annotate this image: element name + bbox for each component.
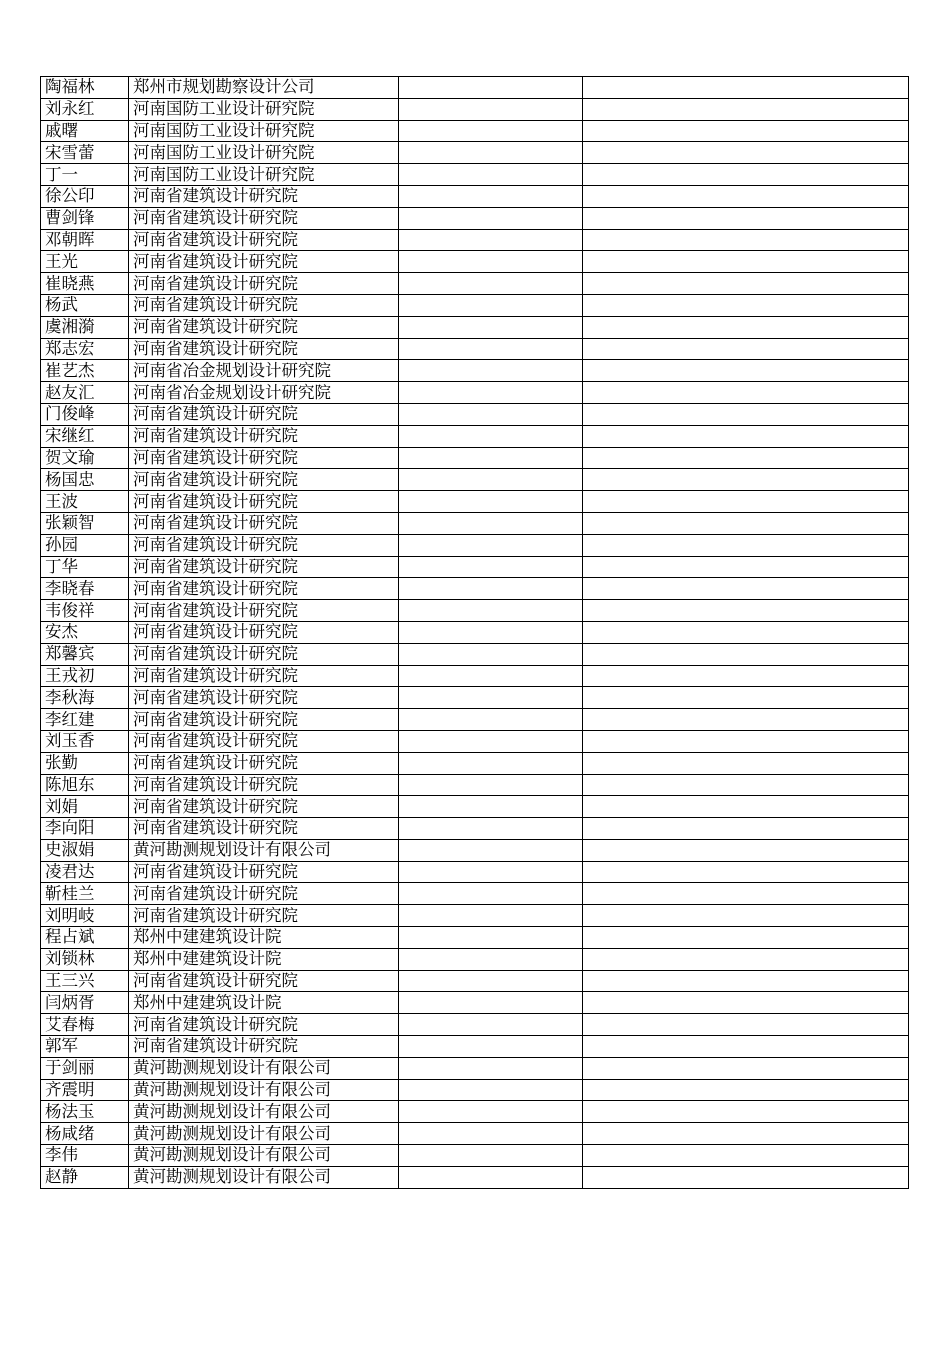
name-cell: 虞湘漪 (41, 316, 129, 338)
organization-cell: 河南省建筑设计研究院 (129, 687, 399, 709)
empty-cell-3 (399, 491, 583, 513)
organization-cell: 河南省建筑设计研究院 (129, 774, 399, 796)
empty-cell-4 (583, 839, 909, 861)
name-cell: 李向阳 (41, 818, 129, 840)
empty-cell-4 (583, 1079, 909, 1101)
name-cell: 丁一 (41, 164, 129, 186)
organization-cell: 河南省建筑设计研究院 (129, 752, 399, 774)
empty-cell-4 (583, 796, 909, 818)
table-row (41, 578, 909, 600)
empty-cell-4 (583, 970, 909, 992)
empty-cell-3 (399, 970, 583, 992)
empty-cell-3 (399, 425, 583, 447)
table-row (41, 927, 909, 949)
table-row (41, 1166, 909, 1188)
organization-cell: 黄河勘测规划设计有限公司 (129, 1101, 399, 1123)
empty-cell-3 (399, 120, 583, 142)
table-row (41, 621, 909, 643)
name-cell: 刘明岐 (41, 905, 129, 927)
empty-cell-4 (583, 709, 909, 731)
name-cell: 张勤 (41, 752, 129, 774)
empty-cell-3 (399, 382, 583, 404)
name-cell: 孙园 (41, 534, 129, 556)
empty-cell-4 (583, 185, 909, 207)
table-row (41, 992, 909, 1014)
name-cell: 王光 (41, 251, 129, 273)
table-row (41, 142, 909, 164)
organization-cell: 河南省建筑设计研究院 (129, 643, 399, 665)
organization-cell: 河南国防工业设计研究院 (129, 120, 399, 142)
empty-cell-4 (583, 621, 909, 643)
name-cell: 闫炳胥 (41, 992, 129, 1014)
name-cell: 刘玉香 (41, 730, 129, 752)
table-row (41, 185, 909, 207)
table-row (41, 883, 909, 905)
organization-cell: 河南省建筑设计研究院 (129, 621, 399, 643)
empty-cell-4 (583, 360, 909, 382)
empty-cell-3 (399, 229, 583, 251)
organization-cell: 河南省建筑设计研究院 (129, 883, 399, 905)
name-cell: 程占斌 (41, 927, 129, 949)
organization-cell: 河南省建筑设计研究院 (129, 447, 399, 469)
organization-cell: 河南省建筑设计研究院 (129, 229, 399, 251)
table-row (41, 403, 909, 425)
name-cell: 曹剑锋 (41, 207, 129, 229)
organization-cell: 河南省建筑设计研究院 (129, 273, 399, 295)
empty-cell-3 (399, 730, 583, 752)
organization-cell: 河南省建筑设计研究院 (129, 338, 399, 360)
table-row (41, 665, 909, 687)
organization-cell: 河南省建筑设计研究院 (129, 796, 399, 818)
empty-cell-4 (583, 1014, 909, 1036)
empty-cell-3 (399, 164, 583, 186)
empty-cell-3 (399, 251, 583, 273)
name-cell: 杨武 (41, 294, 129, 316)
empty-cell-4 (583, 927, 909, 949)
organization-cell: 河南省冶金规划设计研究院 (129, 360, 399, 382)
table-row (41, 164, 909, 186)
table-row (41, 818, 909, 840)
name-cell: 王戎初 (41, 665, 129, 687)
organization-cell: 河南省建筑设计研究院 (129, 1036, 399, 1058)
table-row (41, 1036, 909, 1058)
organization-cell: 河南省建筑设计研究院 (129, 818, 399, 840)
empty-cell-4 (583, 425, 909, 447)
empty-cell-4 (583, 600, 909, 622)
empty-cell-3 (399, 142, 583, 164)
empty-cell-4 (583, 207, 909, 229)
organization-cell: 河南省建筑设计研究院 (129, 600, 399, 622)
name-cell: 李红建 (41, 709, 129, 731)
empty-cell-3 (399, 818, 583, 840)
table-row (41, 229, 909, 251)
table-row (41, 861, 909, 883)
empty-cell-3 (399, 861, 583, 883)
name-cell: 赵友汇 (41, 382, 129, 404)
empty-cell-4 (583, 774, 909, 796)
name-cell: 靳桂兰 (41, 883, 129, 905)
table-row (41, 839, 909, 861)
table-row (41, 360, 909, 382)
name-cell: 崔晓燕 (41, 273, 129, 295)
empty-cell-3 (399, 621, 583, 643)
empty-cell-4 (583, 534, 909, 556)
empty-cell-4 (583, 1057, 909, 1079)
organization-cell: 黄河勘测规划设计有限公司 (129, 839, 399, 861)
table-row (41, 382, 909, 404)
name-cell: 刘锁林 (41, 948, 129, 970)
organization-cell: 黄河勘测规划设计有限公司 (129, 1079, 399, 1101)
empty-cell-4 (583, 818, 909, 840)
name-cell: 宋继红 (41, 425, 129, 447)
empty-cell-4 (583, 861, 909, 883)
name-cell: 艾春梅 (41, 1014, 129, 1036)
name-cell: 张颖智 (41, 512, 129, 534)
empty-cell-4 (583, 905, 909, 927)
empty-cell-3 (399, 98, 583, 120)
empty-cell-4 (583, 142, 909, 164)
table-row (41, 1014, 909, 1036)
table-row (41, 77, 909, 99)
empty-cell-3 (399, 273, 583, 295)
empty-cell-4 (583, 687, 909, 709)
table-row (41, 600, 909, 622)
name-cell: 戚曙 (41, 120, 129, 142)
empty-cell-3 (399, 1014, 583, 1036)
organization-cell: 黄河勘测规划设计有限公司 (129, 1057, 399, 1079)
empty-cell-4 (583, 164, 909, 186)
table-row (41, 970, 909, 992)
name-cell: 王波 (41, 491, 129, 513)
table-row (41, 709, 909, 731)
organization-cell: 河南省建筑设计研究院 (129, 709, 399, 731)
name-cell: 郑志宏 (41, 338, 129, 360)
empty-cell-3 (399, 1145, 583, 1167)
empty-cell-4 (583, 382, 909, 404)
name-cell: 李晓春 (41, 578, 129, 600)
empty-cell-3 (399, 556, 583, 578)
empty-cell-4 (583, 273, 909, 295)
organization-cell: 河南省建筑设计研究院 (129, 491, 399, 513)
table-row (41, 316, 909, 338)
table-row (41, 1057, 909, 1079)
organization-cell: 河南省建筑设计研究院 (129, 512, 399, 534)
organization-cell: 河南省建筑设计研究院 (129, 534, 399, 556)
name-cell: 于剑丽 (41, 1057, 129, 1079)
organization-cell: 郑州中建建筑设计院 (129, 992, 399, 1014)
name-cell: 刘永红 (41, 98, 129, 120)
empty-cell-4 (583, 469, 909, 491)
empty-cell-4 (583, 251, 909, 273)
name-cell: 齐震明 (41, 1079, 129, 1101)
name-cell: 门俊峰 (41, 403, 129, 425)
empty-cell-4 (583, 1036, 909, 1058)
empty-cell-4 (583, 316, 909, 338)
name-cell: 郑馨宾 (41, 643, 129, 665)
empty-cell-3 (399, 360, 583, 382)
personnel-table (40, 76, 909, 1189)
organization-cell: 河南省建筑设计研究院 (129, 905, 399, 927)
table-row (41, 905, 909, 927)
organization-cell: 河南省建筑设计研究院 (129, 665, 399, 687)
organization-cell: 河南国防工业设计研究院 (129, 164, 399, 186)
name-cell: 贺文瑜 (41, 447, 129, 469)
empty-cell-3 (399, 469, 583, 491)
organization-cell: 郑州中建建筑设计院 (129, 948, 399, 970)
organization-cell: 河南省建筑设计研究院 (129, 861, 399, 883)
empty-cell-3 (399, 512, 583, 534)
empty-cell-3 (399, 338, 583, 360)
empty-cell-3 (399, 643, 583, 665)
table-row (41, 534, 909, 556)
empty-cell-3 (399, 665, 583, 687)
name-cell: 王三兴 (41, 970, 129, 992)
empty-cell-3 (399, 796, 583, 818)
empty-cell-4 (583, 665, 909, 687)
table-row (41, 1079, 909, 1101)
empty-cell-4 (583, 229, 909, 251)
organization-cell: 河南省建筑设计研究院 (129, 556, 399, 578)
name-cell: 邓朝晖 (41, 229, 129, 251)
name-cell: 赵静 (41, 1166, 129, 1188)
table-row (41, 687, 909, 709)
empty-cell-3 (399, 687, 583, 709)
table-row (41, 120, 909, 142)
table-row (41, 338, 909, 360)
organization-cell: 黄河勘测规划设计有限公司 (129, 1166, 399, 1188)
empty-cell-4 (583, 556, 909, 578)
empty-cell-4 (583, 338, 909, 360)
name-cell: 刘娟 (41, 796, 129, 818)
empty-cell-4 (583, 403, 909, 425)
empty-cell-4 (583, 578, 909, 600)
organization-cell: 河南省建筑设计研究院 (129, 425, 399, 447)
empty-cell-4 (583, 1145, 909, 1167)
empty-cell-4 (583, 120, 909, 142)
name-cell: 宋雪蕾 (41, 142, 129, 164)
name-cell: 杨咸绪 (41, 1123, 129, 1145)
table-row (41, 251, 909, 273)
empty-cell-4 (583, 643, 909, 665)
empty-cell-4 (583, 447, 909, 469)
organization-cell: 河南省建筑设计研究院 (129, 207, 399, 229)
table-row (41, 752, 909, 774)
organization-cell: 黄河勘测规划设计有限公司 (129, 1145, 399, 1167)
empty-cell-4 (583, 1166, 909, 1188)
organization-cell: 黄河勘测规划设计有限公司 (129, 1123, 399, 1145)
table-row (41, 447, 909, 469)
empty-cell-3 (399, 839, 583, 861)
empty-cell-3 (399, 578, 583, 600)
table-row (41, 294, 909, 316)
empty-cell-4 (583, 752, 909, 774)
table-row (41, 425, 909, 447)
table-row (41, 491, 909, 513)
name-cell: 史淑娟 (41, 839, 129, 861)
table-body (41, 77, 909, 1189)
empty-cell-3 (399, 447, 583, 469)
empty-cell-4 (583, 98, 909, 120)
table-row (41, 1123, 909, 1145)
name-cell: 陶福林 (41, 77, 129, 99)
organization-cell: 河南省建筑设计研究院 (129, 185, 399, 207)
table-row (41, 512, 909, 534)
empty-cell-4 (583, 730, 909, 752)
organization-cell: 河南国防工业设计研究院 (129, 142, 399, 164)
table-row (41, 796, 909, 818)
empty-cell-3 (399, 1057, 583, 1079)
empty-cell-3 (399, 316, 583, 338)
empty-cell-3 (399, 294, 583, 316)
table-row (41, 207, 909, 229)
name-cell: 李秋海 (41, 687, 129, 709)
empty-cell-4 (583, 77, 909, 99)
table-row (41, 643, 909, 665)
empty-cell-3 (399, 1101, 583, 1123)
empty-cell-3 (399, 207, 583, 229)
table-row (41, 469, 909, 491)
empty-cell-3 (399, 1123, 583, 1145)
organization-cell: 河南国防工业设计研究院 (129, 98, 399, 120)
table-row (41, 948, 909, 970)
empty-cell-3 (399, 927, 583, 949)
empty-cell-4 (583, 992, 909, 1014)
name-cell: 徐公印 (41, 185, 129, 207)
empty-cell-4 (583, 1123, 909, 1145)
empty-cell-3 (399, 709, 583, 731)
empty-cell-4 (583, 491, 909, 513)
empty-cell-3 (399, 1036, 583, 1058)
empty-cell-3 (399, 948, 583, 970)
empty-cell-3 (399, 534, 583, 556)
organization-cell: 郑州市规划勘察设计公司 (129, 77, 399, 99)
organization-cell: 郑州中建建筑设计院 (129, 927, 399, 949)
empty-cell-3 (399, 992, 583, 1014)
organization-cell: 河南省建筑设计研究院 (129, 316, 399, 338)
empty-cell-4 (583, 883, 909, 905)
empty-cell-4 (583, 1101, 909, 1123)
name-cell: 郭军 (41, 1036, 129, 1058)
table-row (41, 730, 909, 752)
empty-cell-3 (399, 77, 583, 99)
name-cell: 丁华 (41, 556, 129, 578)
empty-cell-3 (399, 185, 583, 207)
organization-cell: 河南省建筑设计研究院 (129, 294, 399, 316)
table-row (41, 98, 909, 120)
name-cell: 杨国忠 (41, 469, 129, 491)
organization-cell: 河南省建筑设计研究院 (129, 403, 399, 425)
empty-cell-4 (583, 948, 909, 970)
name-cell: 崔艺杰 (41, 360, 129, 382)
empty-cell-3 (399, 905, 583, 927)
table-row (41, 1101, 909, 1123)
name-cell: 陈旭东 (41, 774, 129, 796)
empty-cell-4 (583, 512, 909, 534)
organization-cell: 河南省建筑设计研究院 (129, 251, 399, 273)
empty-cell-3 (399, 1079, 583, 1101)
organization-cell: 河南省建筑设计研究院 (129, 1014, 399, 1036)
empty-cell-3 (399, 1166, 583, 1188)
empty-cell-4 (583, 294, 909, 316)
table-row (41, 1145, 909, 1167)
name-cell: 凌君达 (41, 861, 129, 883)
organization-cell: 河南省建筑设计研究院 (129, 578, 399, 600)
organization-cell: 河南省建筑设计研究院 (129, 730, 399, 752)
table-row (41, 774, 909, 796)
organization-cell: 河南省冶金规划设计研究院 (129, 382, 399, 404)
organization-cell: 河南省建筑设计研究院 (129, 970, 399, 992)
empty-cell-3 (399, 752, 583, 774)
name-cell: 韦俊祥 (41, 600, 129, 622)
name-cell: 李伟 (41, 1145, 129, 1167)
name-cell: 杨法玉 (41, 1101, 129, 1123)
table-row (41, 556, 909, 578)
table-row (41, 273, 909, 295)
empty-cell-3 (399, 883, 583, 905)
empty-cell-3 (399, 600, 583, 622)
name-cell: 安杰 (41, 621, 129, 643)
empty-cell-3 (399, 403, 583, 425)
empty-cell-3 (399, 774, 583, 796)
organization-cell: 河南省建筑设计研究院 (129, 469, 399, 491)
